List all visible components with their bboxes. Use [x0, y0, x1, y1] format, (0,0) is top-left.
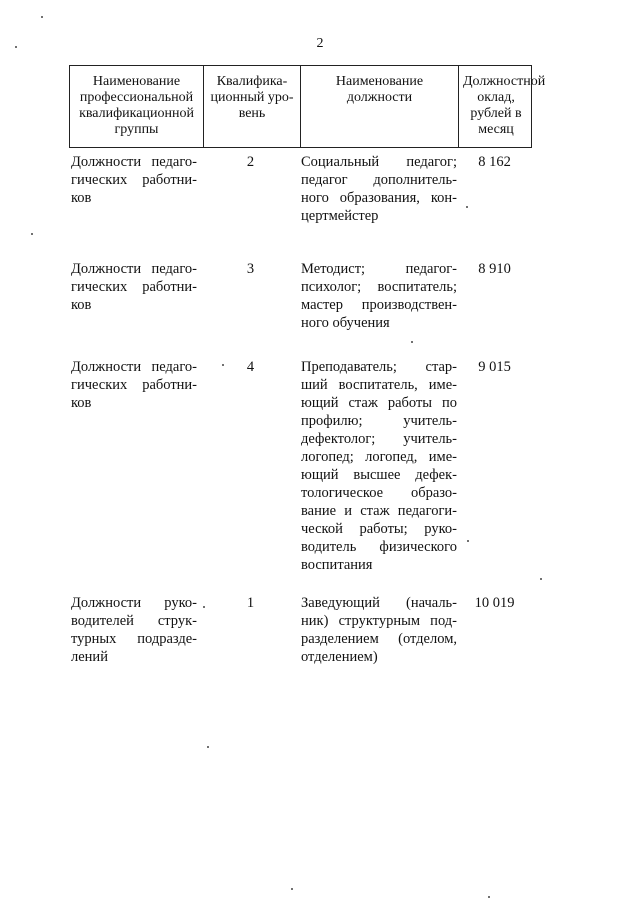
row-group: Должности педаго-гических работни-ков: [71, 261, 197, 313]
row-salary: 8 910: [478, 261, 511, 277]
table-header: [69, 65, 546, 148]
page-number: 2: [316, 36, 324, 51]
row-positions: Социальный педагог; педагог дополнитель-ного образования, кон-цертмейстер: [301, 154, 457, 224]
row-salary: 10 019: [474, 595, 515, 611]
header-salary: Должностной оклад, рублей в месяц: [458, 66, 533, 147]
scan-speck: [203, 606, 205, 608]
scan-speck: [540, 578, 542, 580]
scan-speck: [207, 746, 209, 748]
header-group: Наименование профессиональной квалификационной группы: [79, 74, 194, 137]
row-salary: 9 015: [478, 359, 511, 375]
row-salary: 8 162: [478, 154, 511, 170]
header-level: Квалифика-ционный уро-вень: [203, 66, 300, 147]
scan-speck: [467, 540, 469, 542]
row-group: Должности руко-водителей струк-турных подразде-лений: [71, 595, 197, 665]
row-positions: Методист; педагог-психолог; воспитатель; мастер производствен-ного обучения: [301, 261, 457, 331]
scan-speck: [291, 888, 293, 890]
scan-speck: [41, 16, 43, 18]
scan-speck: [222, 364, 224, 366]
row-group: Должности педаго-гических работни-ков: [71, 154, 197, 206]
row-level: 4: [246, 359, 255, 375]
row-level: 2: [246, 154, 255, 170]
row-group: Должности педаго-гических работни-ков: [71, 359, 197, 411]
scan-speck: [411, 341, 413, 343]
scan-speck: [31, 233, 33, 235]
row-level: 1: [246, 595, 255, 611]
row-level: 3: [246, 261, 255, 277]
scan-speck: [488, 896, 490, 898]
scan-speck: [466, 206, 468, 208]
row-positions: Заведующий (началь-ник) структурным под-разделением (отделом, отделением): [301, 595, 457, 665]
scan-speck: [15, 46, 17, 48]
row-positions: Преподаватель; стар-ший воспитатель, име-ющий стаж работы по профилю; учитель-дефектолог; учитель-логопед; логопед, име-ющий высшее дефек-тологическое образо-вание и стаж педагоги-ческой работы; руко-водитель физического воспитания: [301, 359, 457, 573]
header-position: Наименование должности: [300, 66, 458, 147]
